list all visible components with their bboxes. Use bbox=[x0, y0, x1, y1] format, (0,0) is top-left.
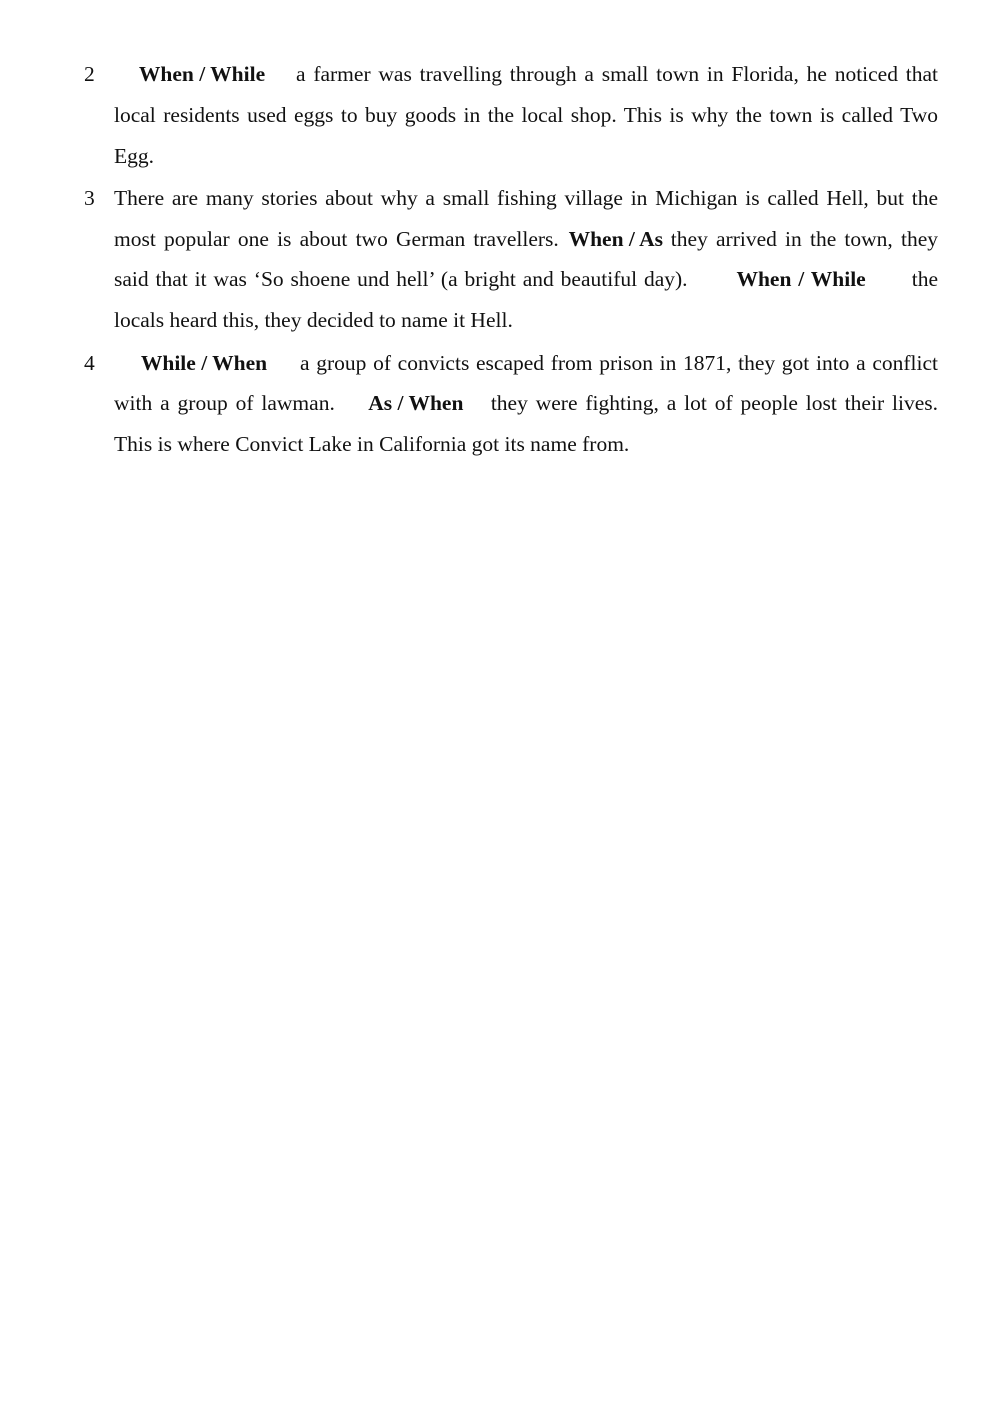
item-text: they were fighting, a lot of people lost their lives. This is where Convict Lake in California got its name from. bbox=[114, 391, 938, 457]
answer-gap-when-while[interactable] bbox=[694, 267, 911, 291]
item-text: a group of convicts escaped from prison in 1871, they got into a conflict with a group of lawman. bbox=[114, 350, 938, 416]
item-text: they arrived in the town, they said that it was ‘So shoene und hell’ (a bright and beautiful day). bbox=[114, 226, 938, 292]
item-number: 3 bbox=[84, 185, 95, 210]
item-text: the locals heard this, they decided to name it Hell. bbox=[114, 267, 938, 333]
exercise-item-3 bbox=[84, 178, 938, 341]
exercise-item-4 bbox=[84, 343, 938, 465]
exercise-list bbox=[84, 54, 938, 466]
answer-gap-while-when[interactable]: While / When bbox=[140, 350, 268, 375]
item-number: 4 bbox=[84, 350, 95, 375]
answer-gap-when-while[interactable]: When / While bbox=[138, 62, 266, 86]
answer-gap-part: When / bbox=[736, 267, 805, 292]
item-text: a farmer was travelling through a small town in Florida, he noticed that local residents used eggs to buy goods in the local shop. This is why the town is called Two Egg. bbox=[114, 62, 938, 168]
exercise-item-2 bbox=[84, 54, 938, 176]
answer-gap-part: While bbox=[810, 267, 866, 292]
answer-gap-as-when[interactable]: As / When bbox=[368, 391, 464, 416]
item-number: 2 bbox=[84, 62, 95, 86]
answer-gap-when-as[interactable]: When / As bbox=[568, 226, 663, 251]
item-text: There are many stories about why a small fishing village in Michigan is called Hell, but the most popular one is about two German travellers. bbox=[114, 185, 938, 251]
